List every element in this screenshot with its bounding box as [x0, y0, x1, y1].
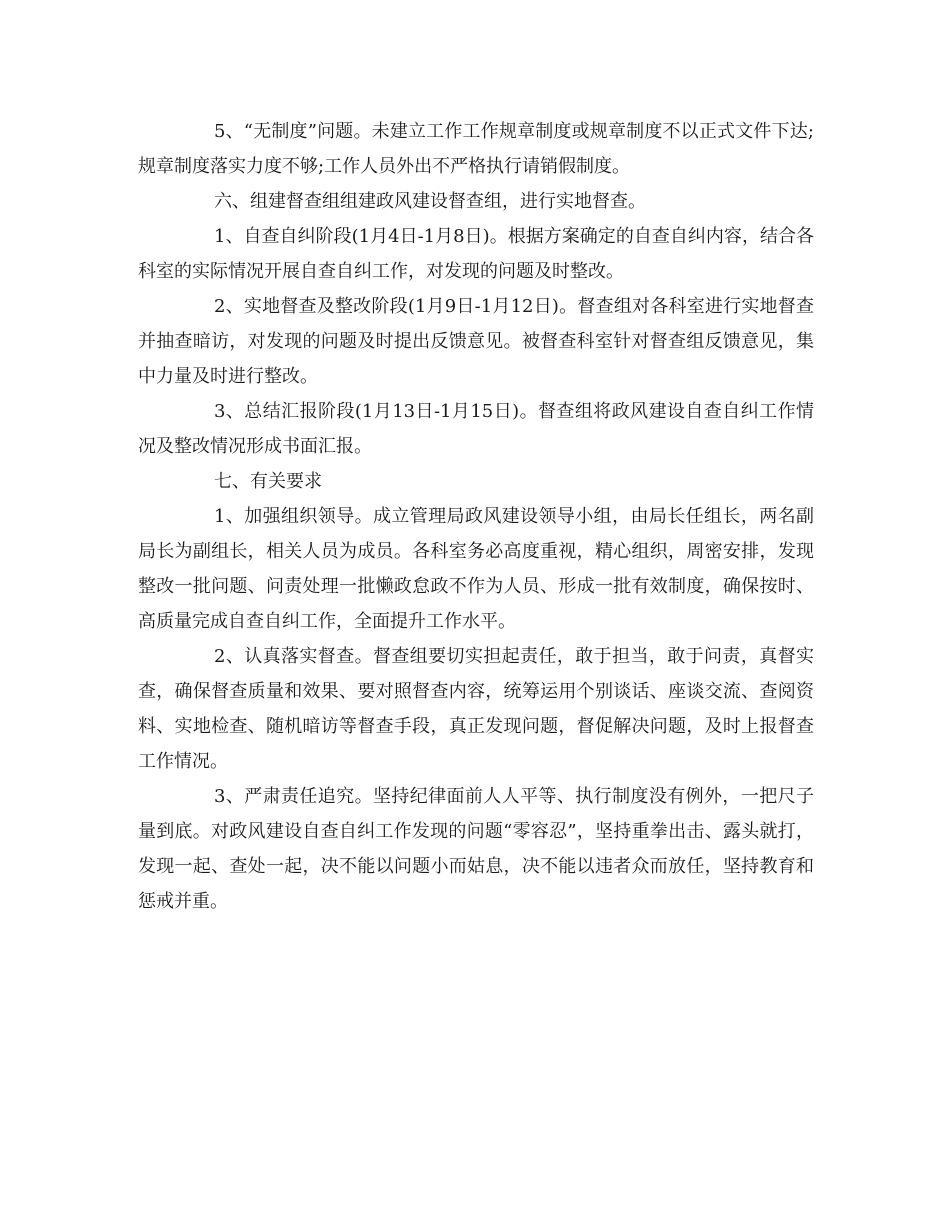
paragraph-self-check-stage: 1、自查自纠阶段(1月4日-1月8日)。根据方案确定的自查自纠内容，结合各科室的实际情况开展自查自纠工作，对发现的问题及时整改。: [138, 226, 814, 282]
paragraph-summary-stage: 3、总结汇报阶段(1月13日-1月15日)。督查组将政风建设自查自纠工作情况及整改情况形成书面汇报。: [138, 401, 814, 457]
document-body: [138, 114, 814, 919]
heading-section-six: 六、组建督查组组建政风建设督查组，进行实地督查。: [214, 191, 646, 212]
heading-section-seven: 七、有关要求: [214, 471, 322, 492]
paragraph-supervision: 2、认真落实督查。督查组要切实担起责任，敢于担当，敢于问责，真督实查，确保督查质量和效果、要对照督查内容，统筹运用个别谈话、座谈交流、查阅资料、实地检查、随机暗访等督查手段，真正发现问题，督促解决问题，及时上报督查工作情况。: [138, 646, 814, 772]
paragraph-leadership: 1、加强组织领导。成立管理局政风建设领导小组，由局长任组长，两名副局长为副组长，相关人员为成员。各科室务必高度重视，精心组织，周密安排，发现整改一批问题、问责处理一批懒政怠政不作为人员、形成一批有效制度，确保按时、高质量完成自查自纠工作，全面提升工作水平。: [138, 506, 814, 632]
paragraph-inspection-stage: 2、实地督查及整改阶段(1月9日-1月12日)。督查组对各科室进行实地督查并抽查暗访，对发现的问题及时提出反馈意见。被督查科室针对督查组反馈意见，集中力量及时进行整改。: [138, 296, 814, 387]
paragraph-no-system-problem: 5、“无制度”问题。未建立工作工作规章制度或规章制度不以正式文件下达;规章制度落实力度不够;工作人员外出不严格执行请销假制度。: [138, 121, 814, 177]
paragraph-accountability: 3、严肃责任追究。坚持纪律面前人人平等、执行制度没有例外，一把尺子量到底。对政风建设自查自纠工作发现的问题“零容忍”，坚持重拳出击、露头就打，发现一起、查处一起，决不能以问题小而姑息，决不能以违者众而放任，坚持教育和惩戒并重。: [138, 786, 814, 912]
